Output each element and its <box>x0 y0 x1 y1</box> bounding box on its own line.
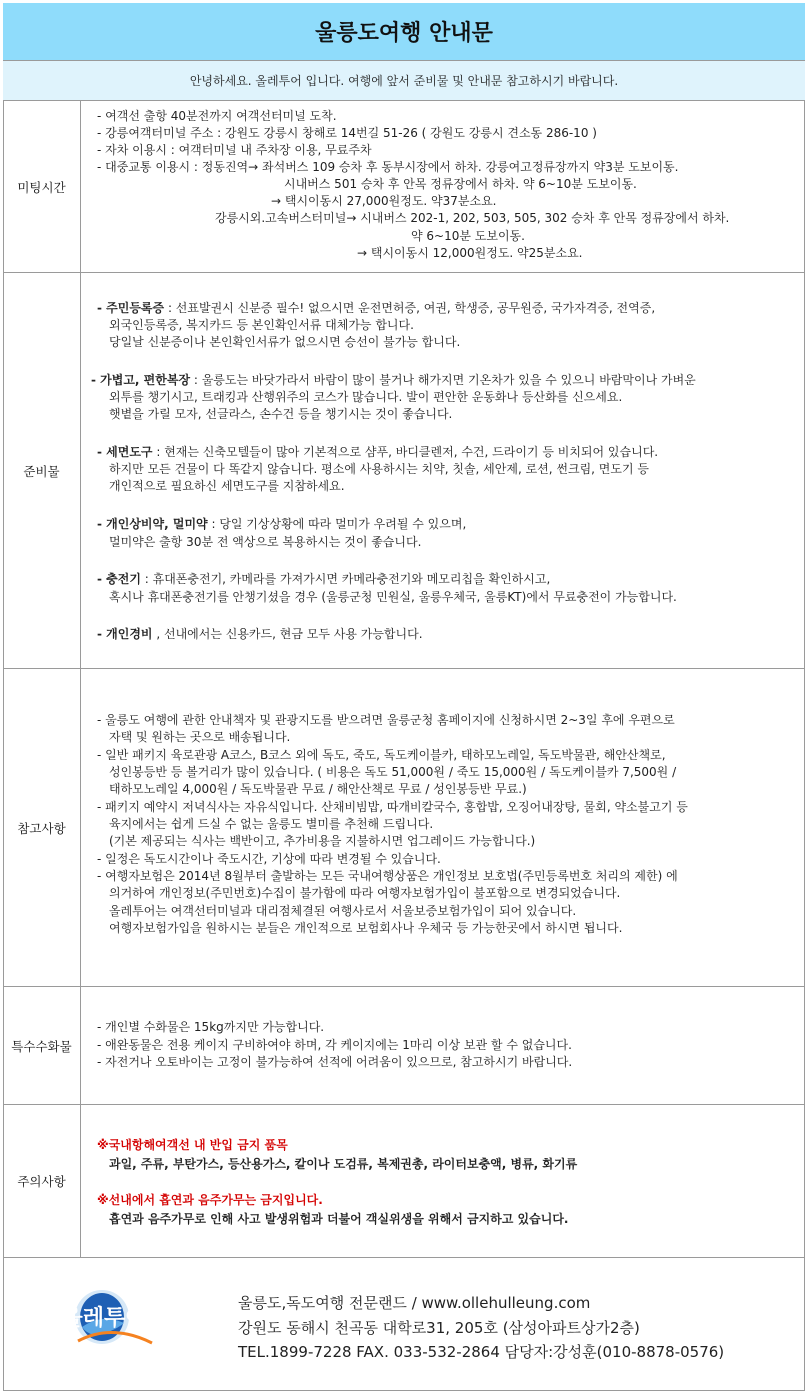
reference-line: 성인봉등반 등 볼거리가 많이 있습니다. ( 비용은 독도 51,000원 / 죽도 15,000원 / 독도케이블카 7,500원 / <box>109 765 677 779</box>
meeting-line: - 자차 이용시 : 여객터미널 내 주차장 이용, 무료주차 <box>97 143 372 157</box>
supplies-content <box>81 273 805 668</box>
reference-line: - 패키지 예약시 저녁식사는 자유식입니다. 산채비빔밥, 따개비칼국수, 홍합밥, 오징어내장탕, 물회, 약소불고기 등 <box>97 800 688 814</box>
footer-line-address: 강원도 동해시 천곡동 대학로31, 205호 (삼성아파트상가2층) <box>238 1319 640 1337</box>
page-title: 울릉도여행 안내문 <box>3 3 805 61</box>
meeting-label: 미팅시간 <box>3 101 81 272</box>
reference-line: - 일정은 독도시간이나 죽도시간, 기상에 따라 변경될 수 있습니다. <box>97 852 441 866</box>
supply-line: 멀미약은 출항 30분 전 액상으로 복용하시는 것이 좋습니다. <box>109 535 422 549</box>
meeting-line: - 대중교통 이용시 : 정동진역→ 좌석버스 109 승차 후 동부시장에서 하차. 강릉여고정류장까지 약3분 도보이동. <box>97 160 679 174</box>
meeting-content <box>81 101 805 272</box>
reference-content <box>81 669 805 986</box>
meeting-line: 시내버스 501 승차 후 안목 정류장에서 하차. 약 6~10분 도보이동. <box>284 177 637 191</box>
cargo-section <box>3 987 805 1105</box>
caution-detail: 흡연과 음주가무로 인해 사고 발생위험과 더불어 객실위생을 위해서 금지하고 있습니다. <box>109 1212 569 1226</box>
supply-text: : 울릉도는 바닷가라서 바람이 많이 불거나 해가지면 기온차가 있을 수 있으니 바람막이나 가벼운 <box>190 373 696 387</box>
caution-content <box>81 1105 805 1257</box>
supply-head: - 세면도구 <box>97 445 153 459</box>
supply-line: 당일날 신분증이나 본인확인서류가 없으시면 승선이 불가능 합니다. <box>109 335 461 349</box>
meeting-section <box>3 101 805 273</box>
olle-tour-logo <box>61 1283 212 1353</box>
meeting-line: → 택시이동시 27,000원정도. 약37분소요. <box>271 194 497 208</box>
supply-item <box>97 444 658 461</box>
reference-label: 참고사항 <box>3 669 81 986</box>
supply-line: 외투를 챙기시고, 트래킹과 산행위주의 코스가 많습니다. 발이 편안한 운동화나 등산화를 신으세요. <box>109 390 623 404</box>
cargo-label: 특수수화물 <box>3 987 81 1104</box>
caution-label: 주의사항 <box>3 1105 81 1257</box>
reference-line: - 일반 패키지 육로관광 A코스, B코스 외에 독도, 죽도, 독도케이블카, 태하모노레일, 독도박물관, 해안산책로, <box>97 748 666 762</box>
supply-item <box>97 300 655 317</box>
reference-line: 의거하여 개인정보(주민번호)수집이 불가함에 따라 여행자보험가입이 불포함으로 변경되었습니다. <box>109 886 621 900</box>
supply-line: 외국인등록증, 복지카드 등 본인확인서류 대체가능 합니다. <box>109 318 414 332</box>
cargo-line: - 애완동물은 전용 케이지 구비하여야 하며, 각 케이지에는 1마리 이상 보관 할 수 없습니다. <box>97 1038 572 1052</box>
supply-item <box>97 516 466 533</box>
meeting-line: - 여객선 출항 40분전까지 여객선터미널 도착. <box>97 109 337 123</box>
supply-head: - 개인상비약, 멀미약 <box>97 517 208 531</box>
caution-section <box>3 1105 805 1258</box>
caution-warning: ※국내항해여객선 내 반입 금지 품목 <box>97 1138 288 1152</box>
supplies-section <box>3 273 805 669</box>
supply-item <box>97 626 423 643</box>
meeting-line: - 강릉여객터미널 주소 : 강원도 강릉시 창해로 14번길 51-26 ( 강원도 강릉시 견소동 286-10 ) <box>97 126 597 140</box>
supply-text: : 선표발권시 신분증 필수! 없으시면 운전면허증, 여권, 학생증, 공무원증, 국가자격증, 전역증, <box>164 301 656 315</box>
supply-head: - 충전기 <box>97 572 141 586</box>
supply-line: 개인적으로 필요하신 세면도구를 지참하세요. <box>109 479 345 493</box>
supply-text: : 휴대폰충전기, 카메라를 가져가시면 카메라충전기와 메모리칩을 확인하시고, <box>140 572 551 586</box>
supplies-label: 준비물 <box>3 273 81 668</box>
reference-line: 자택 및 원하는 곳으로 배송됩니다. <box>109 730 291 744</box>
reference-line: - 울릉도 여행에 관한 안내책자 및 관광지도를 받으려면 울릉군청 홈페이지에 신청하시면 2~3일 후에 우편으로 <box>97 713 675 727</box>
supply-item <box>97 571 550 588</box>
reference-line: 육지에서는 쉽게 드실 수 없는 울릉도 별미를 추천해 드립니다. <box>109 817 434 831</box>
footer-line-company: 울릉도,독도여행 전문랜드 / www.ollehulleung.com <box>238 1294 591 1312</box>
reference-line: 올레투어는 여객선터미널과 대리점체결된 여행사로서 서울보증보험가입이 되어 있습니다. <box>109 904 577 918</box>
supply-item <box>91 372 696 389</box>
supply-head: - 주민등록증 <box>97 301 165 315</box>
greeting-text: 안녕하세요. 올레투어 입니다. 여행에 앞서 준비물 및 안내문 참고하시기 바랍니다. <box>3 61 805 101</box>
supply-head: - 개인경비 <box>97 627 153 641</box>
supply-text: : 당일 기상상황에 따라 멀미가 우려될 수 있으며, <box>207 517 467 531</box>
supply-line: 하지만 모든 건물이 다 똑같지 않습니다. 평소에 사용하시는 치약, 칫솔, 세안제, 로션, 썬크림, 면도기 등 <box>109 462 649 476</box>
reference-line: 태하모노레일 4,000원 / 독도박물관 무료 / 해안산책로 무료 / 성인봉등반 무료.) <box>109 782 527 796</box>
supply-text: , 선내에서는 신용카드, 현금 모두 사용 가능합니다. <box>152 627 423 641</box>
supply-line: 햇볕을 가릴 모자, 선글라스, 손수건 등을 챙기시는 것이 좋습니다. <box>109 407 453 421</box>
meeting-line: 강릉시외.고속버스터미널→ 시내버스 202-1, 202, 503, 505, 302 승차 후 안목 정류장에서 하차. <box>215 211 730 225</box>
logo-text: 올레투어 <box>61 1306 147 1331</box>
reference-line: - 여행자보험은 2014년 8월부터 출발하는 모든 국내여행상품은 개인정보 보호법(주민등록번호 처리의 제한) 에 <box>97 869 678 883</box>
caution-warning: ※선내에서 흡연과 음주가무는 금지입니다. <box>97 1193 323 1207</box>
meeting-line: → 택시이동시 12,000원정도. 약25분소요. <box>357 246 583 260</box>
supply-line: 혹시나 휴대폰충전기를 안챙기셨을 경우 (울릉군청 민원실, 울릉우체국, 울릉KT)에서 무료충전이 가능합니다. <box>109 590 677 604</box>
meeting-line: 약 6~10분 도보이동. <box>411 229 525 243</box>
reference-section <box>3 669 805 987</box>
supply-head: - 가볍고, 편한복장 <box>91 373 191 387</box>
cargo-content <box>81 987 805 1104</box>
cargo-line: - 개인별 수화물은 15kg까지만 가능합니다. <box>97 1020 325 1034</box>
reference-line: (기본 제공되는 식사는 백반이고, 추가비용을 지불하시면 업그레이드 가능합니다.) <box>109 834 536 848</box>
supply-text: : 현재는 신축모텔들이 많아 기본적으로 샴푸, 바디클렌저, 수건, 드라이기 등 비치되어 있습니다. <box>152 445 659 459</box>
cargo-line: - 자전거나 오토바이는 고정이 불가능하여 선적에 어려움이 있으므로, 참고하시기 바랍니다. <box>97 1055 573 1069</box>
caution-detail: 과일, 주류, 부탄가스, 등산용가스, 칼이나 도검류, 복제권총, 라이터보충액, 병류, 화기류 <box>109 1157 578 1171</box>
reference-line: 여행자보험가입을 원하시는 분들은 개인적으로 보험회사나 우체국 등 가능한곳에서 하시면 됩니다. <box>109 921 623 935</box>
footer-line-contact: TEL.1899-7228 FAX. 033-532-2864 담당자:강성훈(010-8878-0576) <box>238 1343 725 1361</box>
